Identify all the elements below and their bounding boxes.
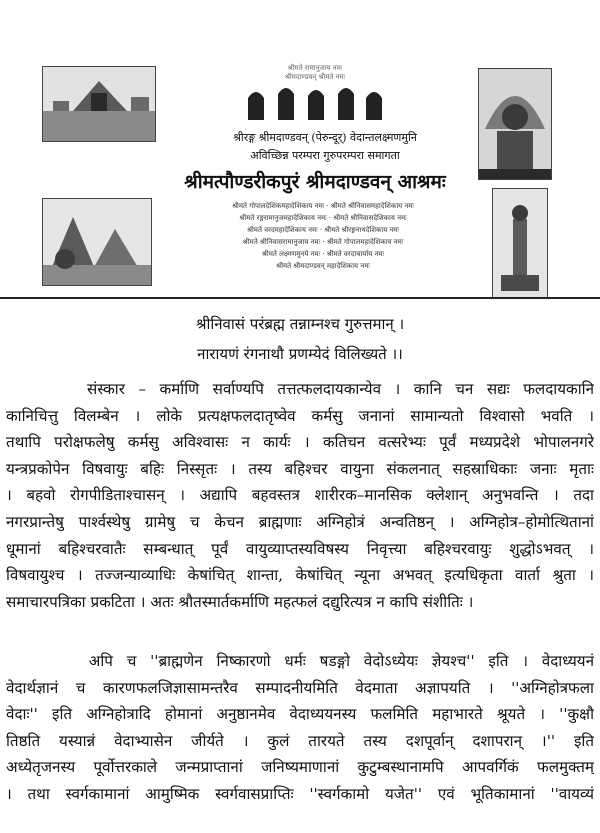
text-line: कानिचित्तु विलम्बेन । लोके प्रत्यक्षफलदातृष्वेव कर्मसु जनानां सामान्यतो विश्वासो भवति । bbox=[6, 406, 594, 425]
lineage-line: श्रीमते श्रीनिवासरामानुजाय नमः · श्रीमते गोपालमहादेशिकाय नमः bbox=[242, 238, 404, 246]
text-line: समाचारपत्रिका प्रकटिता । अतः श्रौतस्मार्तकर्माणि महत्फलं दद्युरित्यत्र न कापि संशीतिः । bbox=[6, 592, 474, 611]
text-line: विषवायुश्च । तज्जन्याव्याधिः केषांचित् शान्ता, केषांचित् न्यूना अभवत् इत्यधिकृता वार्ता श्रुता । bbox=[6, 566, 594, 585]
acharya-portrait-photo bbox=[478, 68, 552, 180]
deity-icons bbox=[240, 84, 390, 124]
text-line: अध्येतृजनस्य पूर्वोत्तरकाले जन्मप्राप्तानां जनिष्यमाणानां कुटुम्बस्थानामपि आपवर्गिकं फलमुक्तम् bbox=[6, 758, 594, 777]
text-line: वेदाः'' इति अग्निहोत्रादि होमानां अनुष्ठानमेव वेदाध्ययनस्य फलमिति महाभारते श्रूयते । ''कुक्षौ bbox=[6, 705, 594, 724]
header-line-1: श्रीरङ्ग श्रीमदाण्डवन् (पेरुन्दूर्) वेदान्तलक्ष्मणमुनि bbox=[233, 131, 417, 144]
text-line: । तथा स्वर्गकामानां आमुष्मिक स्वर्गवासप्राप्तिः ''स्वर्गकामो यजेत'' एवं भूतिकामानां ''वायव्यं bbox=[6, 784, 594, 803]
text-line: । बहवो रोगपीडिताश्चासन् । अद्यापि बहवस्तत्र शारीरक–मानसिक क्लेशान् अनुभवन्ति । तदा bbox=[6, 486, 594, 505]
temple-photo-top-left bbox=[42, 66, 156, 142]
paragraph-2 bbox=[6, 648, 594, 808]
header-invocation-2: श्रीमदाण्डवन् श्रीमते नमः bbox=[284, 73, 346, 81]
letterhead bbox=[0, 0, 600, 300]
text-line: अपि च ''ब्राह्मणेन निष्कारणो धर्मः षडङ्गो वेदोऽध्येयः ज्ञेयश्च'' इति । वेदाध्ययनं bbox=[6, 652, 594, 670]
lineage-line: श्रीमते गोपालदेशिकमहादेशिकाय नमः · श्रीमते श्रीनिवासमहादेशिकाय नमः bbox=[232, 202, 414, 210]
text-line: यन्त्रप्रकोपेन विषवायुः बहिः निस्सृतः । तस्य बहिश्चर वायुना संकलनात् सहस्राधिकाः जनाः मृताः bbox=[6, 459, 594, 478]
text-line: तथापि परोक्षफलेषु कर्मसु अविश्वासः न कार्यः । कतिचन वत्सरेभ्यः पूर्वं मध्यप्रदेशे भोपालनगरे bbox=[6, 433, 594, 452]
text-line: संस्कार – कर्माणि सर्वाण्यपि तत्तत्फलदायकान्येव । कानि चन सद्यः फलदायकानि bbox=[6, 380, 594, 398]
acharya-lineage-list bbox=[168, 200, 478, 272]
deity-images-row bbox=[240, 84, 390, 124]
ashram-title: श्रीमत्पौण्डरीकपुरं श्रीमदाण्डवन् आश्रमः bbox=[184, 171, 446, 193]
invocation-verse-line-2: नारायणं रंगनाथौ प्रणम्येदं विलिख्यते ।। bbox=[197, 345, 403, 363]
text-line: धूमानां बहिश्चरवातैः सम्बन्धात् पूर्वं वायुव्याप्तस्यविषस्य निवृत्त्या बहिश्चरवायुः शुद्धोऽभवत् । bbox=[6, 539, 594, 558]
text-line: नगरप्रान्तेषु पार्श्वस्थेषु ग्रामेषु च केचन ब्राह्मणाः अग्निहोत्रं अन्वतिष्ठन् । अग्निहोत्र–होमोत्थितानां bbox=[6, 512, 594, 531]
lineage-line: श्रीमते रङ्गरामानुजमहादेशिकाय नमः · श्रीमते श्रीनिवासदेशिकाय नमः bbox=[239, 214, 407, 222]
temple-photo-bottom-left bbox=[42, 198, 152, 286]
lineage-line: श्रीमते श्रीमदाण्डवन् महादेशिकाय नमः bbox=[276, 262, 370, 270]
header-divider bbox=[0, 297, 600, 299]
paragraph-1 bbox=[6, 376, 594, 615]
lineage-line: श्रीमते वरदमहादेशिकाय नमः · श्रीमते श्रीरङ्गनाथदेशिकाय नमः bbox=[247, 226, 399, 234]
invocation-verse-line-1: श्रीनिवासं परंब्रह्म तन्नाम्नश्च गुरुत्तमान् । bbox=[195, 315, 405, 333]
text-line: तिष्ठति यस्यान्नं वेदाभ्यासेन जीर्यते । कुलं तारयते तस्य दशपूर्वान् दशापरान् ।'' इति bbox=[6, 731, 594, 750]
statue-photo-bottom-right bbox=[492, 188, 548, 298]
text-line: वेदार्थज्ञानं च कारणफलजिज्ञासामन्तरैव सम्पादनीयमिति वेदमाता अज्ञापयति । ''अग्निहोत्रफला bbox=[6, 678, 594, 697]
lineage-line: श्रीमते लक्ष्मणमुनये नमः · श्रीमते वरदाचार्याय नमः bbox=[261, 250, 385, 258]
header-invocation-1: श्रीमते रामानुजाय नमः bbox=[287, 64, 343, 72]
header-line-2: अविच्छिन्न परम्परा गुरुपरम्परा समागता bbox=[250, 149, 400, 162]
